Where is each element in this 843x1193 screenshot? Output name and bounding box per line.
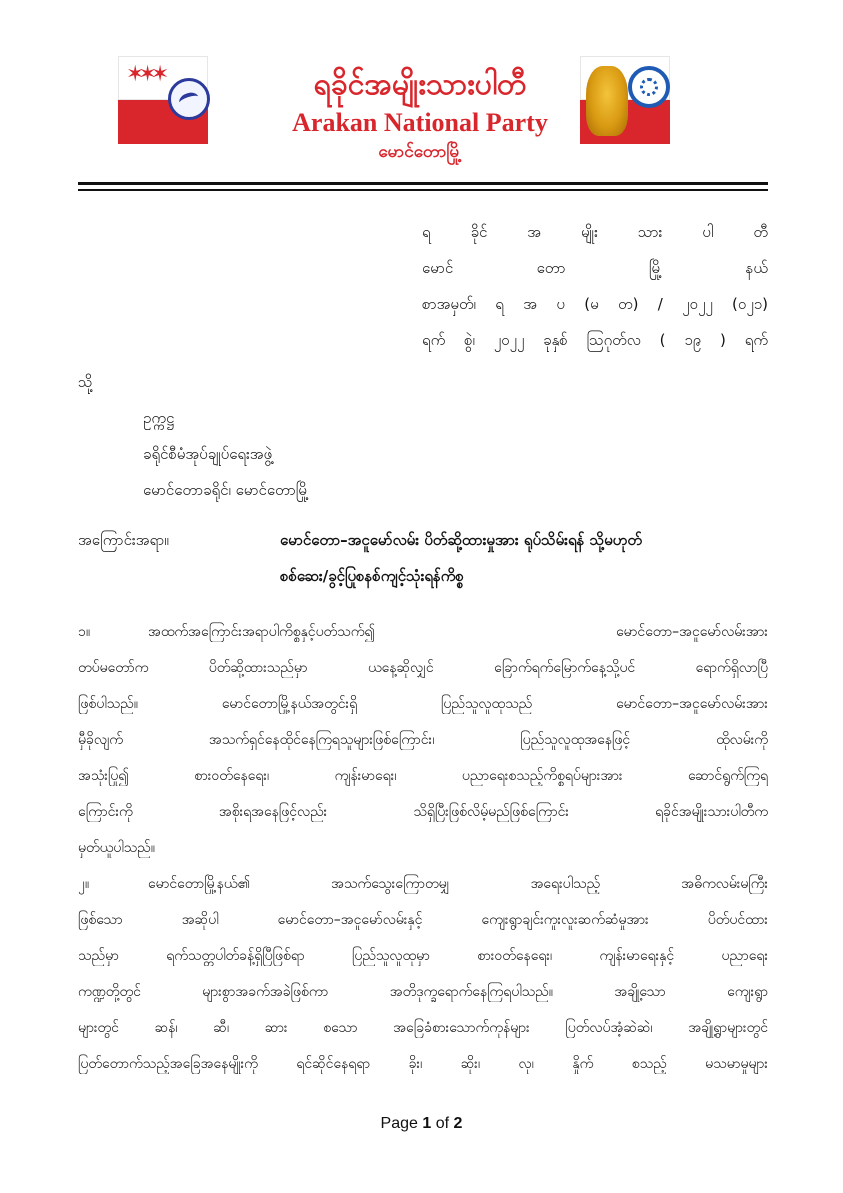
paragraph-1-line: ဖြစ်ပါသည်။ မောင်တောမြို့နယ်အတွင်းရှိ ပြည်သူလူထုသည် မောင်တော–အငူမော်လမ်းအား <box>78 696 768 712</box>
header-rule-thin <box>78 189 768 191</box>
reference-date: ရက် စွဲ၊ ၂၀၂၂ ခုနှစ် ဩဂုတ်လ ( ၁၉ ) ရက် <box>422 331 768 349</box>
paragraph-2-line: ကဏ္ဍတို့တွင် များစွာအခက်အခဲဖြစ်ကာ အတိဒုက္ခရောက်နေကြရပါသည်။ အချို့သော ကျေးရွာ <box>78 984 768 1000</box>
paragraph-1-line: တပ်မတော်က ပိတ်ဆို့ထားသည်မှာ ယနေ့ဆိုလျှင် ခြောက်ရက်မြောက်နေ့သို့ပင် ရောက်ရှိလာပြီ <box>78 660 768 676</box>
reference-number: စာအမှတ်၊ ရ အ ပ (မ တ) / ၂၀၂၂ (၀၂၁) <box>422 295 768 313</box>
recipient-location: မောင်တောခရိုင်၊ မောင်တောမြို့ <box>143 481 310 499</box>
paragraph-2-line: မောင်တောမြို့နယ်၏ အသက်သွေးကြောတမျှ အရေးပါသည့် အဓိကလမ်းမကြီး <box>148 876 768 892</box>
party-name-english: Arakan National Party <box>292 108 548 137</box>
paragraph-1-line: အထက်အကြောင်းအရာပါကိစ္စနှင့်ပတ်သက်၍ မောင်တော–အငူမော်လမ်းအား <box>148 624 768 640</box>
paragraph-1-line: ကြောင်းကို အစိုးရအနေဖြင့်လည်း သိရှိပြီးဖြစ်လိမ့်မည်ဖြစ်ကြောင်း ရခိုင်အမျိုးသားပါတီက <box>78 804 768 820</box>
subject-label: အကြောင်းအရာ။ <box>78 531 169 549</box>
party-emblem-icon <box>168 78 210 120</box>
paragraph-1-line: မှတ်ယူပါသည်။ <box>78 840 155 856</box>
reference-line-township: မောင် တော မြို့ နယ် <box>422 259 768 277</box>
branch-name: မောင်တောမြို့ <box>378 142 462 162</box>
paragraph-2-line: သည်မှာ ရက်သတ္တပါတ်ခန့်ရှိပြီဖြစ်ရာ ပြည်သူလူထုမှာ စားဝတ်နေရေး၊ ကျန်းမာရေးနှင့် ပညာရေး <box>78 948 768 964</box>
reference-line-party: ရ ခိုင် အ မျိုး သား ပါ တီ <box>422 223 768 241</box>
paragraph-2-line: များတွင် ဆန်၊ ဆီ၊ ဆား စသော အခြေခံစားသောက်ကုန်များ ပြတ်လပ်အံ့ဆဲဆဲ၊ အချို့ရွာများတွင် <box>78 1020 768 1036</box>
paragraph-1-number: ၁။ <box>78 624 91 640</box>
subject-line-2: စစ်ဆေး/ခွင့်ပြုစနစ်ကျင့်သုံးရန်ကိစ္စ <box>280 567 464 585</box>
party-name-myanmar: ရခိုင်အမျိုးသားပါတီ <box>313 67 527 102</box>
recipient-to: သို့ <box>78 373 93 391</box>
paragraph-2-line: ဖြစ်သော အဆိုပါ မောင်တော–အငူမော်လမ်းနှင့် ကျေးရွာချင်းကူးလူးဆက်ဆံမှုအား ပိတ်ပင်ထား <box>78 912 768 928</box>
blue-seal-emblem-icon <box>628 66 670 108</box>
header-rule-thick <box>78 182 768 185</box>
paragraph-2-line: ပြတ်တောက်သည့်အခြေအနေမျိုးကို ရင်ဆိုင်နေရရာ ခိုး၊ ဆိုး၊ လု၊ နှိုက် စသည့် မသမာမှုများ <box>78 1056 768 1072</box>
mythical-lion-emblem-icon <box>586 66 628 136</box>
page-number-footer: Page 1 of 2 <box>380 1115 463 1132</box>
paragraph-2-number: ၂။ <box>78 876 90 892</box>
paragraph-1-line: မှီခိုလျက် အသက်ရှင်နေထိုင်နေကြရသူများဖြစ်ကြောင်း၊ ပြည်သူလူထုအနေဖြင့် ထိုလမ်းကို <box>78 732 768 748</box>
subject-line-1: မောင်တော–အငူမော်လမ်း ပိတ်ဆို့ထားမှုအား ရုပ်သိမ်းရန် သို့မဟုတ် <box>280 531 642 549</box>
recipient-title: ဥက္ကဋ္ဌ <box>143 409 175 427</box>
paragraph-1-line: အသုံးပြု၍ စားဝတ်နေရေး၊ ကျန်းမာရေး၊ ပညာရေးစသည့်ကိစ္စရပ်များအား ဆောင်ရွက်ကြရ <box>78 768 768 784</box>
red-star-mark-icon: ✶✶✶ <box>126 62 164 87</box>
recipient-office: ခရိုင်စီမံအုပ်ချုပ်ရေးအဖွဲ့ <box>143 445 273 463</box>
